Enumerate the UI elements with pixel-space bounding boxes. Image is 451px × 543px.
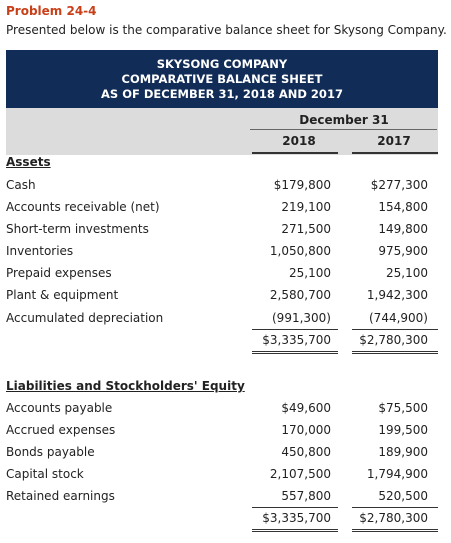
row-label: Cash [6,178,36,192]
table-row [0,445,451,463]
row-label: Accrued expenses [6,423,116,437]
value-2017: 975,900 [378,244,428,258]
table-row [0,288,451,306]
value-2018: 2,107,500 [269,467,331,481]
value-2017: 520,500 [378,489,428,503]
year-2018-header: 2018 [282,134,316,148]
value-2018: $49,600 [281,401,331,415]
total-row [0,511,451,529]
value-2017: 189,900 [378,445,428,459]
assets-heading: Assets [6,155,51,169]
value-2018: 2,580,700 [269,288,331,302]
value-2017: $75,500 [378,401,428,415]
table-row [0,200,451,218]
value-2018: 1,050,800 [269,244,331,258]
row-label: Retained earnings [6,489,115,503]
assets-total-2018: $3,335,700 [262,333,331,347]
year-2018-rule [252,152,338,154]
value-2018: 219,100 [281,200,331,214]
row-label: Accumulated depreciation [6,311,164,325]
year-2017-rule [352,152,438,154]
liabilities-total-2018: $3,335,700 [262,511,331,525]
row-label: Capital stock [6,467,84,481]
total-double-rule [252,529,338,532]
subtotal-rule [252,329,338,330]
subtotal-rule [252,507,338,508]
liabilities-total-2017: $2,780,300 [359,511,428,525]
table-row [0,423,451,441]
total-double-rule [352,529,438,532]
value-2018: 170,000 [281,423,331,437]
company-name: SKYSONG COMPANY [156,57,288,71]
row-label: Short-term investments [6,222,149,236]
statement-date: AS OF DECEMBER 31, 2018 AND 2017 [101,87,343,101]
value-2018: 450,800 [281,445,331,459]
subtotal-rule [352,329,438,330]
value-2017: 154,800 [378,200,428,214]
assets-total-2017: $2,780,300 [359,333,428,347]
table-row [0,178,451,196]
value-2017: 149,800 [378,222,428,236]
table-row [0,311,451,329]
value-2017: 1,942,300 [366,288,428,302]
table-row [0,222,451,240]
total-double-rule [252,351,338,354]
row-label: Plant & equipment [6,288,119,302]
value-2018: 557,800 [281,489,331,503]
value-2017: $277,300 [370,178,428,192]
table-row [0,489,451,507]
total-double-rule [352,351,438,354]
total-row [0,333,451,351]
value-2017: 1,794,900 [366,467,428,481]
value-2018: 25,100 [289,266,331,280]
statement-name: COMPARATIVE BALANCE SHEET [121,72,323,86]
value-2018: 271,500 [281,222,331,236]
period-rule [250,129,437,130]
table-row [0,266,451,284]
statement-banner [6,50,438,108]
table-row [0,401,451,419]
value-2017: 199,500 [378,423,428,437]
row-label: Inventories [6,244,74,258]
subtotal-rule [352,507,438,508]
liabilities-heading: Liabilities and Stockholders' Equity [6,379,245,393]
row-label: Prepaid expenses [6,266,112,280]
value-2017: (744,900) [369,311,428,325]
value-2018: (991,300) [272,311,331,325]
row-label: Bonds payable [6,445,95,459]
problem-title: Problem 24-4 [6,4,97,18]
table-row [0,467,451,485]
year-2017-header: 2017 [377,134,411,148]
row-label: Accounts receivable (net) [6,200,160,214]
value-2018: $179,800 [273,178,331,192]
period-header: December 31 [299,113,389,127]
row-label: Accounts payable [6,401,113,415]
value-2017: 25,100 [386,266,428,280]
intro-text: Presented below is the comparative balance sheet for Skysong Company. [6,23,447,37]
table-row [0,244,451,262]
